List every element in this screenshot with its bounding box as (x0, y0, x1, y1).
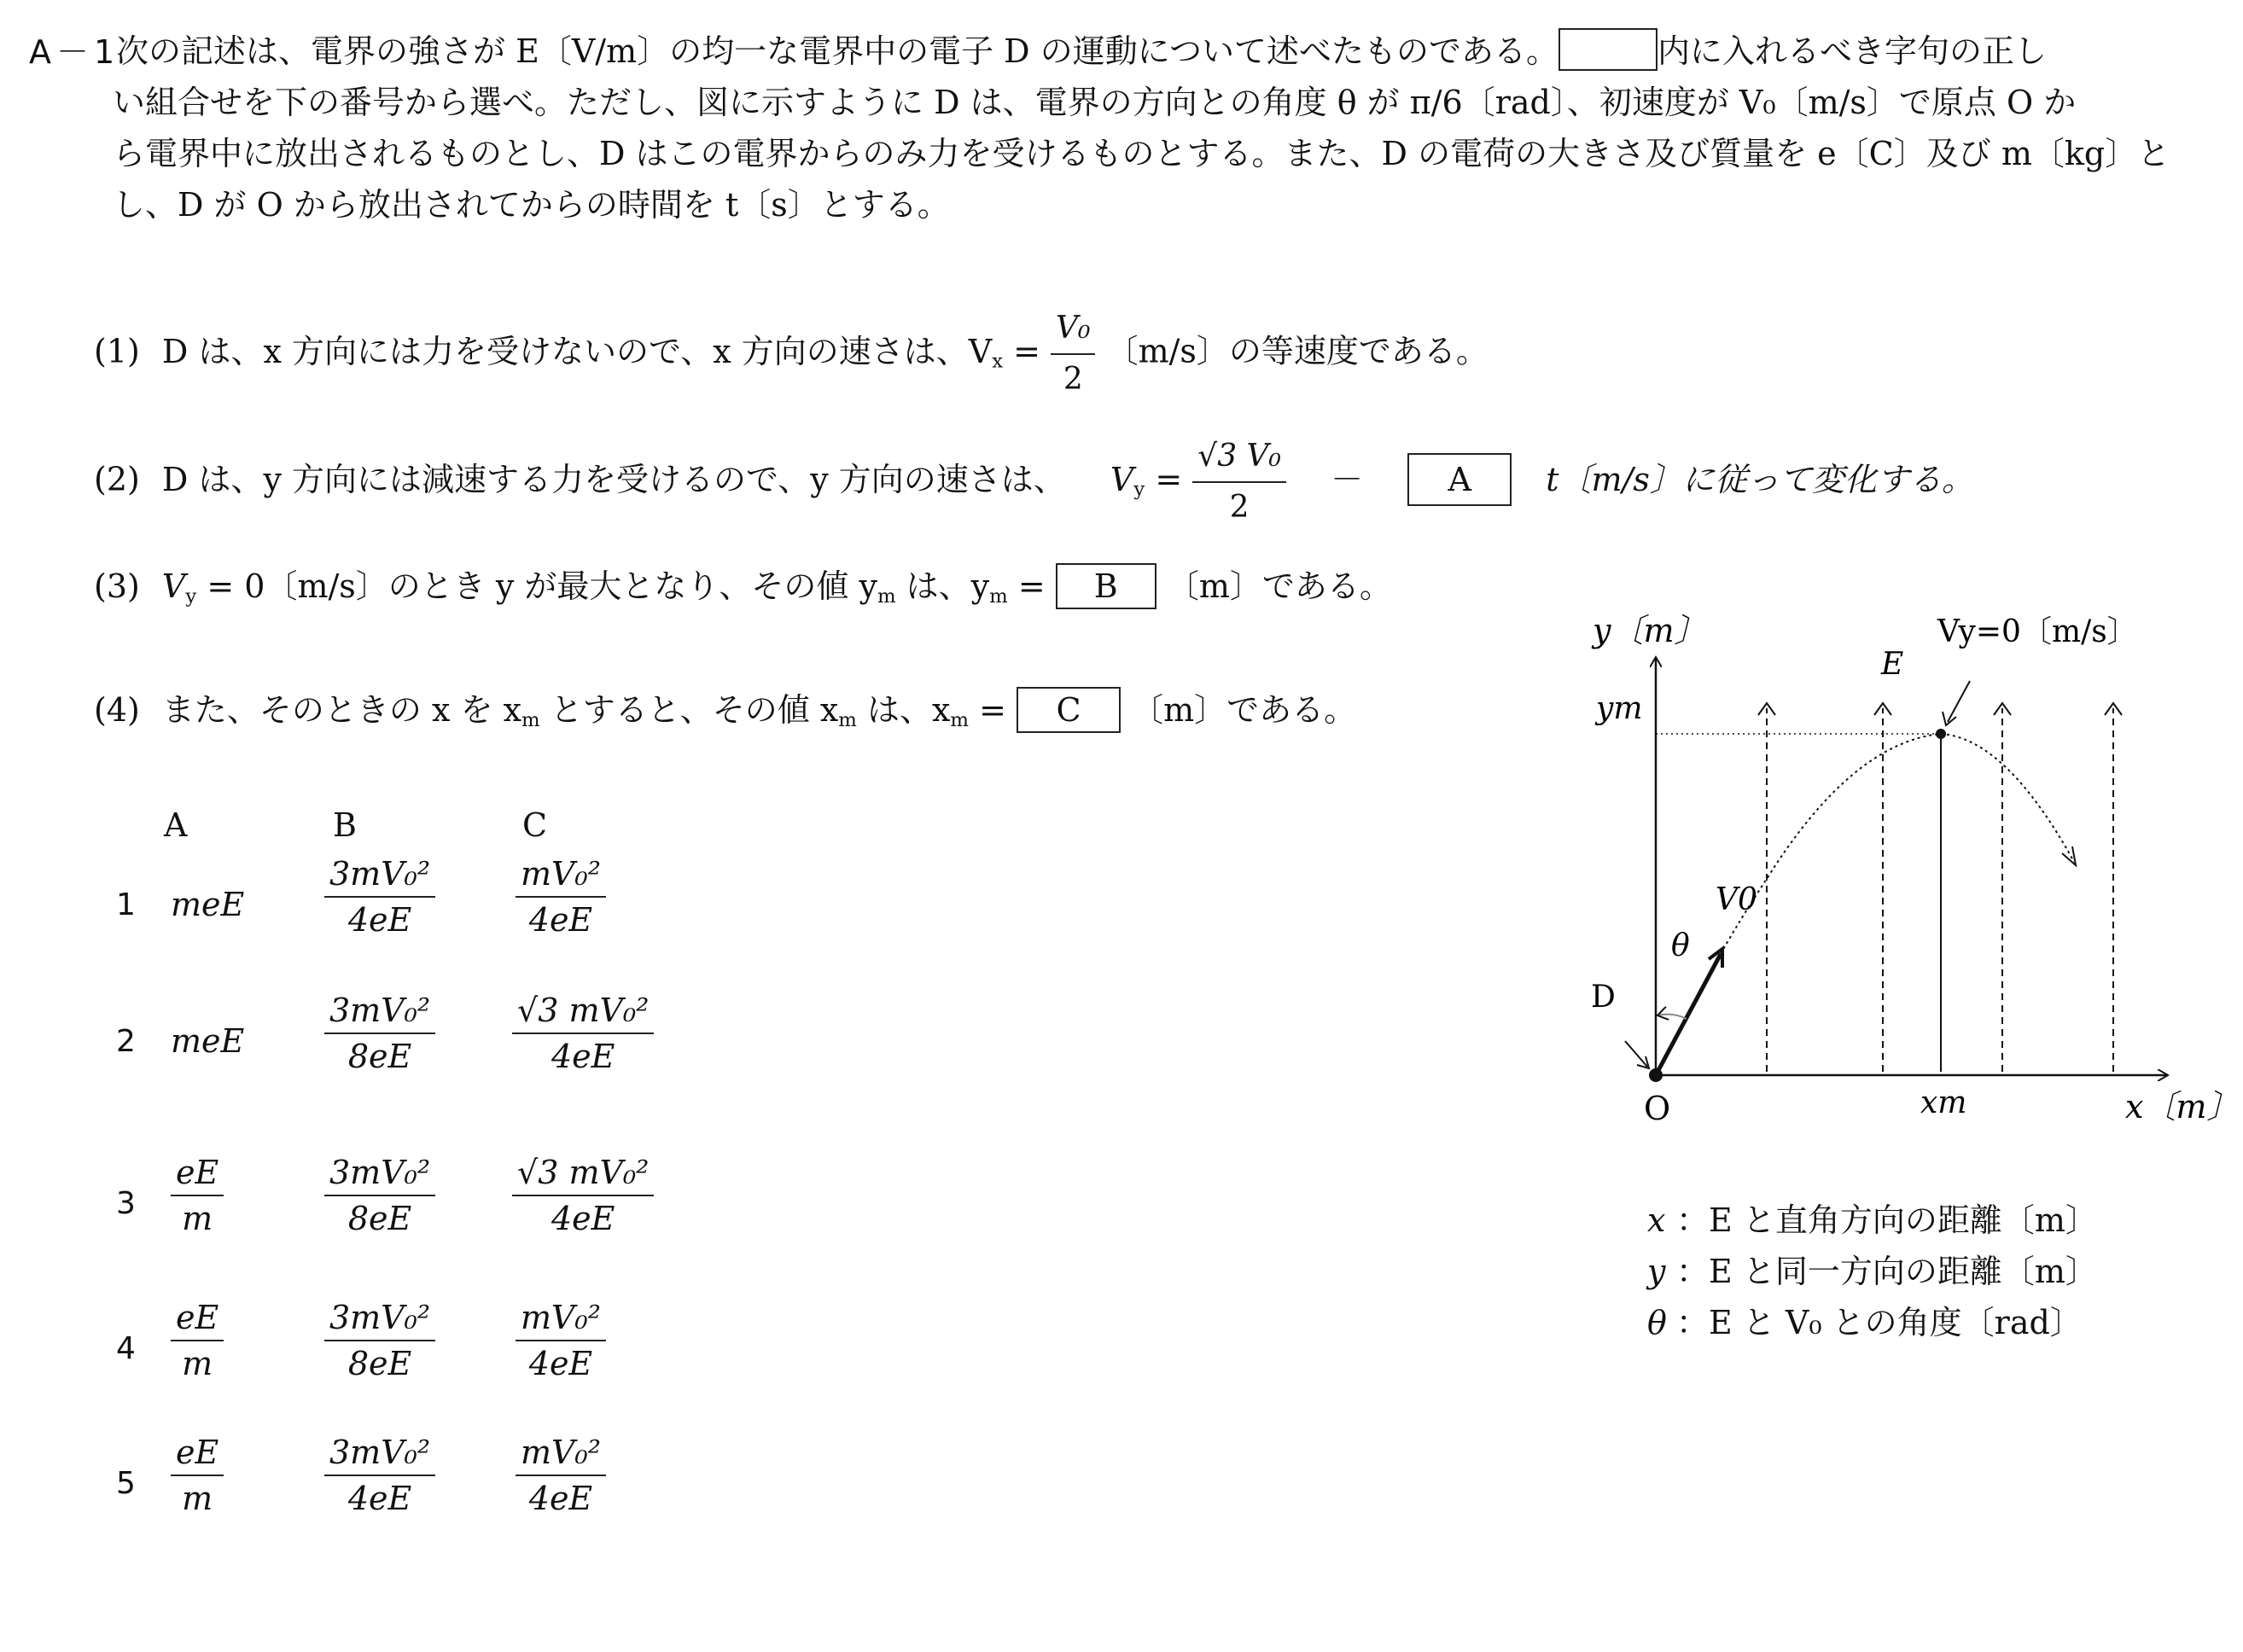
choice-2-c (512, 992, 654, 1075)
item-text: は、x (856, 691, 951, 729)
item-4 (94, 687, 1356, 742)
subscript: m (989, 585, 1008, 608)
choice-label-3[interactable]: 3 (116, 1186, 136, 1221)
answer-box-b: B (1056, 563, 1156, 609)
item-text-end: 〔m〕である。 (1166, 567, 1392, 605)
frac-num: √3 V₀ (1197, 439, 1281, 474)
header-b: B (333, 806, 357, 844)
choice-label-2[interactable]: 2 (116, 1024, 136, 1059)
frac-den: 4eE (347, 1480, 412, 1517)
frac-den: 4eE (528, 1345, 593, 1382)
e-label: E (1881, 647, 1904, 682)
v-symbol: V (1110, 460, 1134, 498)
item-text: は、y (895, 567, 990, 605)
frac-num: eE (176, 1299, 219, 1336)
legend-text: ：E と同一方向の距離〔m〕 (1676, 1253, 2098, 1290)
legend-symbol: x (1647, 1201, 1666, 1239)
frac-den: 2 (1229, 490, 1250, 525)
frac-den: 4eE (347, 901, 412, 939)
stem-line-2: い組合せを下の番号から選べ。ただし、図に示すように D は、電界の方向との角度 θ が π/6〔rad〕、初速度が V₀〔m/s〕で原点 O か (113, 84, 2077, 121)
stem-line-1b: 内に入れるべき字句の正し (1657, 32, 2047, 70)
ym-label: ym (1596, 691, 1643, 726)
origin-label: O (1644, 1090, 1671, 1127)
item-text: D は、x 方向には力を受けないので、x 方向の速さは、V (161, 332, 993, 370)
question-stem (113, 26, 2216, 230)
trajectory-arrow (2062, 846, 2076, 865)
item-3 (94, 563, 1392, 618)
item-number: (3) (94, 567, 140, 605)
subscript: y (185, 585, 197, 608)
frac-den: 2 (1063, 362, 1083, 397)
frac-den: 8eE (347, 1200, 412, 1237)
legend-symbol: θ (1647, 1304, 1667, 1341)
header-a: A (164, 806, 188, 844)
legend-text: ：E と V₀ との角度〔rad〕 (1676, 1304, 2083, 1341)
choice-3-b (324, 1154, 435, 1237)
legend-text: ：E と直角方向の距離〔m〕 (1676, 1201, 2098, 1239)
frac-num: eE (176, 1154, 219, 1191)
d-pointer (1625, 1041, 1647, 1067)
stem-line-3: ら電界中に放出されるものとし、D はこの電界からのみ力を受けるものとする。また、D の電荷の大きさ及び質量を e〔C〕及び m〔kg〕と (113, 135, 2170, 172)
item-2 (94, 435, 1974, 529)
choice-2-a: meE (171, 1022, 245, 1060)
frac-den: 8eE (347, 1038, 412, 1075)
choice-1-c (516, 855, 606, 939)
subscript: m (838, 709, 857, 731)
frac-num: 3mV₀² (329, 1154, 431, 1191)
frac-num: eE (176, 1434, 219, 1471)
frac-num: 3mV₀² (329, 1299, 431, 1336)
item-text: また、そのときの x を x (161, 691, 522, 729)
theta-arc (1657, 1015, 1687, 1019)
item-text: D は、y 方向には減速する力を受けるので、y 方向の速さは、 (161, 460, 1066, 498)
item-text: = 0〔m/s〕のとき y が最大となり、その値 y (196, 567, 877, 605)
choice-2-b (324, 992, 435, 1075)
choice-4-b (324, 1299, 435, 1382)
subscript: x (992, 350, 1004, 373)
answer-box-c: C (1017, 687, 1121, 733)
choice-5-b (324, 1434, 435, 1517)
peak-point (1936, 729, 1946, 739)
item-text-end: t〔m/s〕に従って変化する。 (1546, 460, 1974, 498)
frac-num: 3mV₀² (329, 1434, 431, 1471)
legend-row (1647, 1246, 2098, 1297)
x-axis-label: x〔m〕 (2125, 1088, 2240, 1126)
choice-5-a (171, 1434, 224, 1517)
trajectory-figure (1562, 597, 2240, 1143)
frac-num: mV₀² (521, 1299, 601, 1336)
subscript: m (521, 709, 540, 731)
choice-1-b (324, 855, 435, 939)
item-text: とすると、その値 x (539, 691, 839, 729)
subscript: m (877, 585, 896, 608)
item-number: (1) (94, 332, 140, 370)
stem-line-1: 次の記述は、電界の強さが E〔V/m〕の均一な電界中の電子 D の運動について述べたものである。 (116, 32, 1558, 70)
stem-line-4: し、D が O から放出されてからの時間を t〔s〕とする。 (113, 186, 950, 224)
frac-den: 8eE (347, 1345, 412, 1382)
frac-den: m (182, 1200, 213, 1237)
choice-5-c (516, 1434, 606, 1517)
vy0-label: Vy=0〔m/s〕 (1937, 614, 2138, 649)
subscript: y (1133, 478, 1145, 501)
frac-den: 4eE (528, 901, 593, 939)
frac-num: mV₀² (521, 855, 601, 893)
fraction (1192, 435, 1286, 529)
item-1 (94, 307, 1489, 401)
equals: = (1003, 332, 1052, 370)
equals: = (969, 691, 1017, 729)
item-text-end: 〔m〕である。 (1131, 691, 1357, 729)
choice-1-a: meE (171, 886, 245, 923)
v-symbol: V (161, 567, 186, 605)
choice-label-4[interactable]: 4 (116, 1331, 136, 1366)
question-number: A－1 (29, 33, 120, 71)
vy0-pointer (1948, 681, 1970, 722)
frac-den: m (182, 1345, 213, 1382)
choice-label-1[interactable]: 1 (116, 887, 136, 922)
choice-3-a (171, 1154, 224, 1237)
subscript: m (950, 709, 970, 731)
d-label: D (1591, 980, 1616, 1015)
frac-den: 4eE (551, 1200, 615, 1237)
v0-label: V0 (1716, 882, 1757, 917)
blank-box (1558, 28, 1657, 71)
answer-box-a: A (1407, 453, 1512, 506)
legend-symbol: y (1647, 1253, 1666, 1290)
item-number: (4) (94, 691, 140, 729)
equals: = (1145, 460, 1193, 498)
legend-row (1647, 1297, 2098, 1348)
frac-num: mV₀² (521, 1434, 601, 1471)
origin-point (1649, 1068, 1663, 1082)
frac-num: 3mV₀² (329, 992, 431, 1029)
item-text-end: 〔m/s〕の等速度である。 (1105, 332, 1489, 370)
y-axis-label: y〔m〕 (1593, 612, 1707, 649)
choice-3-c (512, 1154, 654, 1237)
choice-4-c (516, 1299, 606, 1382)
frac-num: √3 mV₀² (517, 992, 650, 1029)
theta-label: θ (1671, 928, 1690, 963)
legend-row (1647, 1195, 2098, 1246)
frac-num: √3 mV₀² (517, 1154, 650, 1191)
frac-num: 3mV₀² (329, 855, 431, 893)
equals: = (1007, 567, 1056, 605)
frac-den: m (182, 1480, 213, 1517)
choice-label-5[interactable]: 5 (116, 1466, 136, 1501)
frac-den: 4eE (551, 1038, 615, 1075)
item-number: (2) (94, 460, 140, 498)
xm-label: xm (1920, 1085, 1967, 1120)
field-arrowheads (1758, 703, 2122, 715)
minus: － (1331, 460, 1364, 498)
frac-den: 4eE (528, 1480, 593, 1517)
header-c: C (522, 806, 548, 844)
fraction (1051, 307, 1095, 401)
frac-num: V₀ (1056, 311, 1091, 346)
figure-legend (1647, 1195, 2098, 1348)
choice-4-a (171, 1299, 224, 1382)
